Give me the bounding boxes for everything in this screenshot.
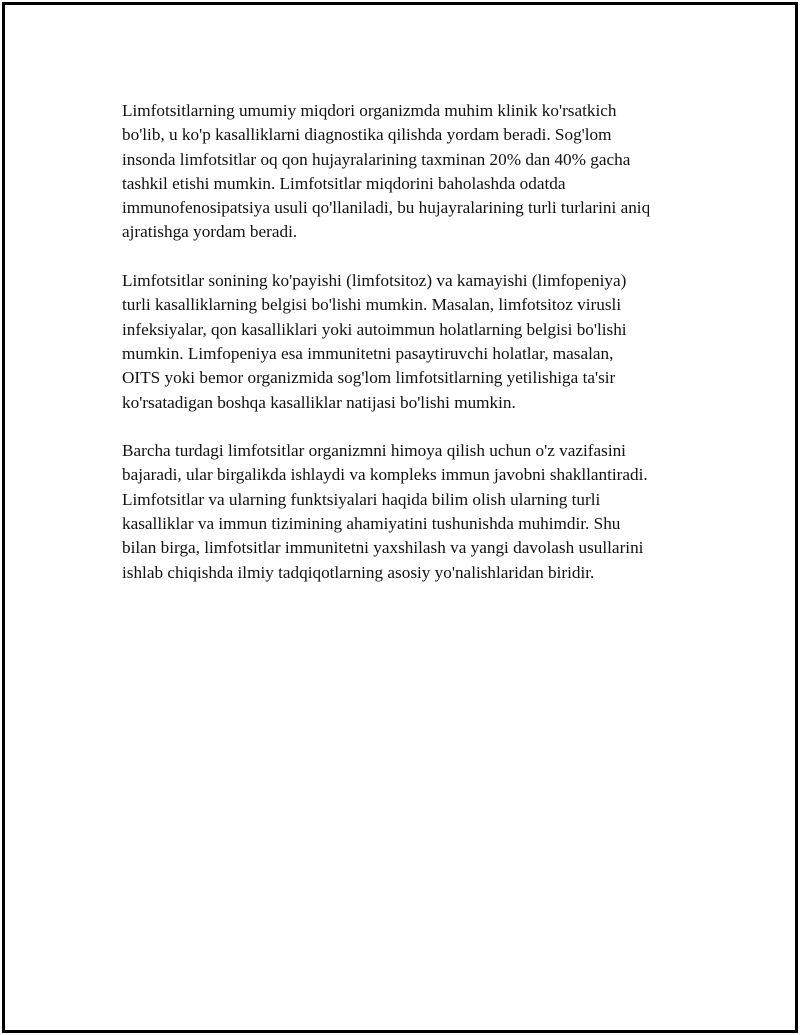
text-line: bajaradi, ular birgalikda ishlaydi va kompleks immun javobni shakllantiradi.	[122, 465, 648, 485]
document-body	[122, 99, 697, 609]
text-line: kasalliklar va immun tizimining ahamiyatini tushunishda muhimdir. Shu	[122, 514, 621, 534]
text-line: insonda limfotsitlar oq qon hujayralarining taxminan 20% dan 40% gacha	[122, 149, 631, 169]
paragraph-3	[122, 439, 697, 585]
text-line: OITS yoki bemor organizmida sog'lom limfotsitlarning yetilishiga ta'sir	[122, 368, 616, 388]
text-line: ajratishga yordam beradi.	[122, 222, 298, 242]
text-line: Limfotsitlarning umumiy miqdori organizmda muhim klinik ko'rsatkich	[122, 101, 617, 120]
text-line: infeksiyalar, qon kasalliklari yoki autoimmun holatlarning belgisi bo'lishi	[122, 319, 627, 339]
text-line: ishlab chiqishda ilmiy tadqiqotlarning asosiy yo'nalishlaridan biridir.	[122, 562, 595, 582]
paragraph-2	[122, 269, 697, 415]
text-line: Limfotsitlar va ularning funktsiyalari haqida bilim olish ularning turli	[122, 489, 601, 509]
text-line: mumkin. Limfopeniya esa immunitetni pasaytiruvchi holatlar, masalan,	[122, 343, 614, 363]
text-line: bo'lib, u ko'p kasalliklarni diagnostika qilishda yordam beradi. Sog'lom	[122, 125, 612, 145]
text-line: Barcha turdagi limfotsitlar organizmni himoya qilish uchun o'z vazifasini	[122, 441, 626, 461]
text-line: ko'rsatadigan boshqa kasalliklar natijasi bo'lishi mumkin.	[122, 392, 516, 412]
text-line: tashkil etishi mumkin. Limfotsitlar miqdorini baholashda odatda	[122, 173, 566, 193]
text-line: bilan birga, limfotsitlar immunitetni yaxshilash va yangi davolash usullarini	[122, 538, 644, 558]
paragraph-1	[122, 99, 697, 245]
text-line: immunofenosipatsiya usuli qo'llaniladi, bu hujayralarining turli turlarini aniq	[122, 198, 651, 218]
text-line: Limfotsitlar sonining ko'payishi (limfotsitoz) va kamayishi (limfopeniya)	[122, 271, 627, 291]
document-page	[2, 2, 798, 1033]
text-line: turli kasalliklarning belgisi bo'lishi mumkin. Masalan, limfotsitoz virusli	[122, 295, 622, 315]
